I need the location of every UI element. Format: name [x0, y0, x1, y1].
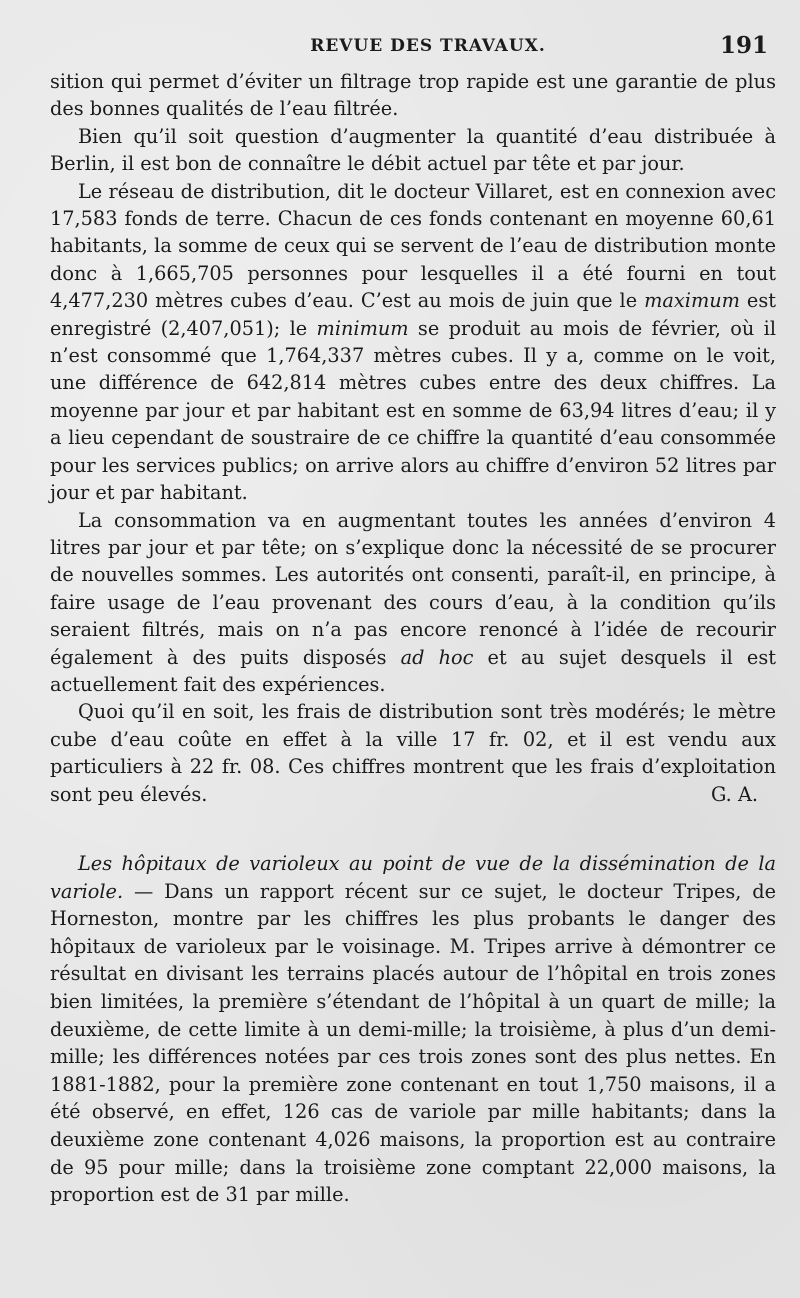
paragraph-text: est enregistré (2,407,051); le — [50, 289, 776, 340]
article-water-distribution — [50, 68, 776, 808]
italic-term-minimum: minimum — [316, 316, 409, 340]
page-number: 191 — [719, 32, 768, 59]
paragraph-text: Quoi qu’il en soit, les frais de distribution sont très modérés; le mètre cube d’eau coûte en effet à la ville 17 fr. 02, et il est vendu aux particuliers à 22 fr. 08. Ces chiffres montrent que les frais d’exploitation sont peu élevés. — [50, 700, 776, 806]
paragraph-text: se produit au mois de février, où il n’est consommé que 1,764,337 mètres cubes. Il y a, comme on le voit, une différence de 642,814 mètres cubes entre des deux chiffres. La moyenne par jour et par habitant est en somme de 63,94 litres d’eau; il y a lieu cependant de soustraire de ce chiffre la quantité d’eau consommée pour les services publics; on arrive alors au chiffre d’environ 52 litres par jour et par habitant. — [50, 316, 776, 505]
paragraph-3 — [50, 178, 776, 507]
author-signature: G. A. — [710, 782, 758, 806]
paragraph-text: Bien qu’il soit question d’augmenter la quantité d’eau distribuée à Berlin, il est bon de connaître le débit actuel par tête et par jour. — [50, 124, 776, 176]
italic-term-ad-hoc: ad hoc — [400, 645, 474, 669]
paragraph-text: La consommation va en augmentant toutes les années d’environ 4 litres par jour et par tête; on s’explique donc la nécessité de se procurer de nouvelles sommes. Les autorités ont consenti, paraît-il, en principe, à faire usage de l’eau provenant des cours d’eau, à la condition qu’ils seraient filtrés, mais on n’a pas encore renoncé à l’idée de recourir également à des puits disposés — [50, 508, 776, 669]
paragraph-2 — [50, 123, 776, 178]
paragraph-text: Le réseau de distribution, dit le docteur Villaret, est en connexion avec 17,583 fonds de terre. Chacun de ces fonds contenant en moyenne 60,61 habitants, la somme de ceux qui se servent de l’eau de distribution monte donc à 1,665,705 personnes pour lesquelles il a été fourni en tout 4,477,230 mètres cubes d’eau. C’est au mois de juin que le — [50, 179, 776, 313]
italic-term-maximum: maximum — [644, 289, 740, 313]
paragraph-4 — [50, 507, 776, 699]
article-title: Les hôpitaux de varioleux au point de vue de la dissémination de la variole. — [50, 851, 776, 903]
article-smallpox-hospitals — [50, 850, 776, 1209]
paragraph-text: — Dans un rapport récent sur ce sujet, le docteur Tripes, de Horneston, montre par les chiffres les plus probants le danger des hôpitaux de varioleux par le voisinage. M. Tripes arrive à démontrer ce résultat en divisant les terrains placés autour de l’hôpital en trois zones bien limitées, la première s’étendant de l’hôpital à un quart de mille; la deuxième, de cette limite à un demi-mille; la troisième, à plus d’un demi-mille; les différences notées par ces trois zones sont des plus nettes. En 1881-1882, pour la première zone contenant en tout 1,750 maisons, il a été observé, en effet, 126 cas de variole par mille habitants; dans la deuxième zone contenant 4,026 maisons, la proportion est au contraire de 95 pour mille; dans la troisième zone comptant 22,000 maisons, la proportion est de 31 par mille. — [50, 879, 776, 1207]
article-separator — [50, 808, 776, 850]
paragraph-5 — [50, 698, 776, 808]
paragraph-text: sition qui permet d’éviter un filtrage trop rapide est une garantie de plus des bonnes qualités de l’eau filtrée. — [50, 70, 776, 121]
running-title: REVUE DES TRAVAUX. — [310, 36, 546, 56]
running-head — [50, 30, 776, 68]
paragraph-text: et au sujet desquels il est actuellement fait des expériences. — [50, 645, 776, 696]
paragraph-1 — [50, 68, 776, 123]
paragraph-6 — [50, 850, 776, 1209]
